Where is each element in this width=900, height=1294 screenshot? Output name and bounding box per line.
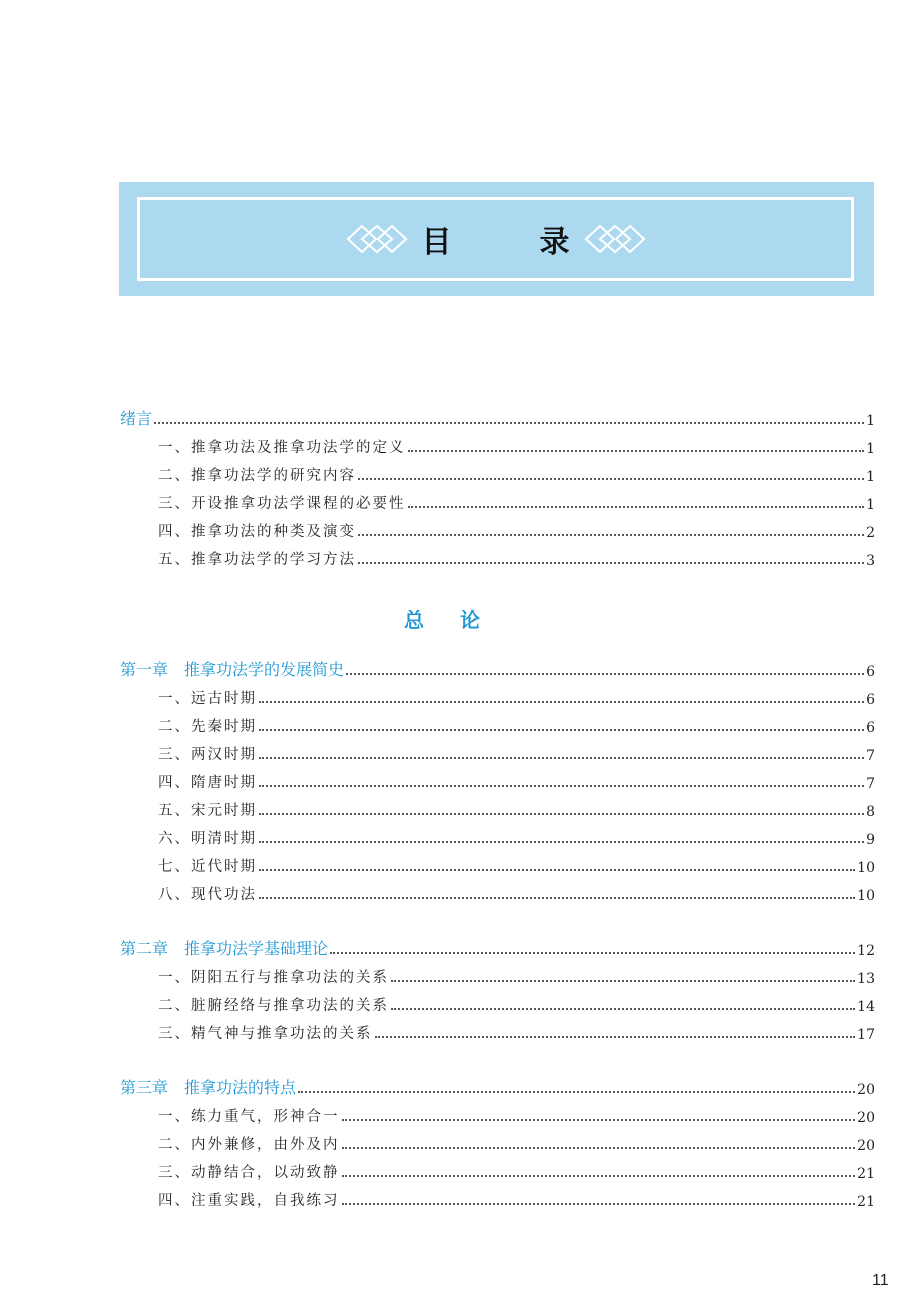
toc-label: 五、推拿功法学的学习方法: [158, 552, 356, 568]
toc-intro: [120, 405, 875, 573]
toc-label: 一、远古时期: [158, 691, 257, 707]
toc-page: 12: [857, 943, 875, 959]
dot-leader: [342, 1147, 856, 1149]
toc-label: 一、练力重气，形神合一: [158, 1109, 340, 1125]
toc-page: 6: [866, 720, 875, 736]
toc-chapter: [120, 1074, 875, 1214]
dot-leader: [342, 1119, 856, 1121]
toc-item[interactable]: [120, 1186, 875, 1214]
toc-label: 二、内外兼修，由外及内: [158, 1137, 340, 1153]
dot-leader: [259, 897, 855, 899]
page-number: 11: [872, 1272, 889, 1289]
dot-leader: [342, 1175, 856, 1177]
dot-leader: [330, 952, 855, 954]
toc-chapter: [120, 656, 875, 908]
toc-label: 四、注重实践，自我练习: [158, 1193, 340, 1209]
dot-leader: [346, 673, 864, 675]
toc-label: 八、现代功法: [158, 887, 257, 903]
dot-leader: [259, 785, 864, 787]
toc-label: 六、明清时期: [158, 831, 257, 847]
toc-page: 1: [866, 441, 875, 457]
dot-leader: [358, 534, 864, 536]
toc-item[interactable]: [120, 768, 875, 796]
toc-item[interactable]: [120, 963, 875, 991]
toc-page: 21: [857, 1194, 875, 1210]
dot-leader: [259, 701, 864, 703]
dot-leader: [259, 869, 855, 871]
toc-item[interactable]: [120, 1130, 875, 1158]
dot-leader: [375, 1036, 856, 1038]
dot-leader: [408, 450, 865, 452]
toc-heading[interactable]: [120, 656, 875, 684]
toc-item[interactable]: [120, 880, 875, 908]
toc-item[interactable]: [120, 489, 875, 517]
toc-item[interactable]: [120, 740, 875, 768]
toc-label: 三、精气神与推拿功法的关系: [158, 1026, 373, 1042]
toc-label: 三、开设推拿功法学课程的必要性: [158, 496, 406, 512]
toc-page: 20: [857, 1082, 875, 1098]
dot-leader: [391, 1008, 855, 1010]
dot-leader: [298, 1091, 855, 1093]
toc-page: 13: [857, 971, 875, 987]
toc-page: 21: [857, 1166, 875, 1182]
toc-label: 第一章 推拿功法学的发展简史: [120, 660, 345, 679]
toc-item[interactable]: [120, 517, 875, 545]
toc-heading[interactable]: [120, 935, 875, 963]
toc-page: 20: [857, 1138, 875, 1154]
dot-leader: [259, 813, 864, 815]
toc-label: 二、先秦时期: [158, 719, 257, 735]
toc-page: 7: [866, 748, 875, 764]
toc-page: 2: [866, 525, 875, 541]
toc-item[interactable]: [120, 545, 875, 573]
toc-label: 一、阴阳五行与推拿功法的关系: [158, 970, 389, 986]
toc-page: 1: [866, 497, 875, 513]
toc-label: 七、近代时期: [158, 859, 257, 875]
toc-label: 二、推拿功法学的研究内容: [158, 468, 356, 484]
dot-leader: [342, 1203, 856, 1205]
toc-item[interactable]: [120, 796, 875, 824]
toc-page: 20: [857, 1110, 875, 1126]
toc-label: 第三章 推拿功法的特点: [120, 1078, 297, 1097]
toc-page: 6: [866, 664, 875, 680]
toc-label: 三、两汉时期: [158, 747, 257, 763]
toc-chapter: [120, 935, 875, 1047]
toc-page: 3: [866, 553, 875, 569]
part-title: 总论: [404, 608, 516, 632]
toc-item[interactable]: [120, 1158, 875, 1186]
toc-label: 三、动静结合，以动致静: [158, 1165, 340, 1181]
toc-item[interactable]: [120, 852, 875, 880]
toc-item[interactable]: [120, 433, 875, 461]
toc-heading-label: 绪言: [120, 409, 153, 428]
dot-leader: [408, 506, 865, 508]
dot-leader: [358, 562, 864, 564]
toc-heading[interactable]: [120, 1074, 875, 1102]
dot-leader: [259, 757, 864, 759]
dot-leader: [358, 478, 864, 480]
toc-page: 10: [857, 860, 875, 876]
diamond-ornament-icon: [346, 224, 408, 254]
toc-item[interactable]: [120, 461, 875, 489]
toc-page: 6: [866, 692, 875, 708]
toc-page: 8: [866, 804, 875, 820]
toc-page: 17: [857, 1027, 875, 1043]
toc-heading[interactable]: [120, 405, 875, 433]
toc-item[interactable]: [120, 1102, 875, 1130]
title-frame: [137, 197, 854, 281]
dot-leader: [391, 980, 855, 982]
toc-label: 一、推拿功法及推拿功法学的定义: [158, 440, 406, 456]
toc-page: 7: [866, 776, 875, 792]
toc-item[interactable]: [120, 712, 875, 740]
toc-label: 第二章 推拿功法学基础理论: [120, 939, 329, 958]
toc-item[interactable]: [120, 991, 875, 1019]
diamond-ornament-icon: [584, 224, 646, 254]
toc-item[interactable]: [120, 1019, 875, 1047]
dot-leader: [259, 729, 864, 731]
page-title-left: 目: [421, 225, 452, 260]
page-title-right: 录: [539, 225, 570, 260]
toc-page: 1: [866, 413, 875, 429]
toc-label: 四、隋唐时期: [158, 775, 257, 791]
toc-page: 1: [866, 469, 875, 485]
toc-page: 10: [857, 888, 875, 904]
toc-label: 五、宋元时期: [158, 803, 257, 819]
toc-item[interactable]: [120, 684, 875, 712]
toc-label: 二、脏腑经络与推拿功法的关系: [158, 998, 389, 1014]
toc-item[interactable]: [120, 824, 875, 852]
toc-label: 四、推拿功法的种类及演变: [158, 524, 356, 540]
dot-leader: [259, 841, 864, 843]
toc-page: 14: [857, 999, 875, 1015]
toc-page: 9: [866, 832, 875, 848]
